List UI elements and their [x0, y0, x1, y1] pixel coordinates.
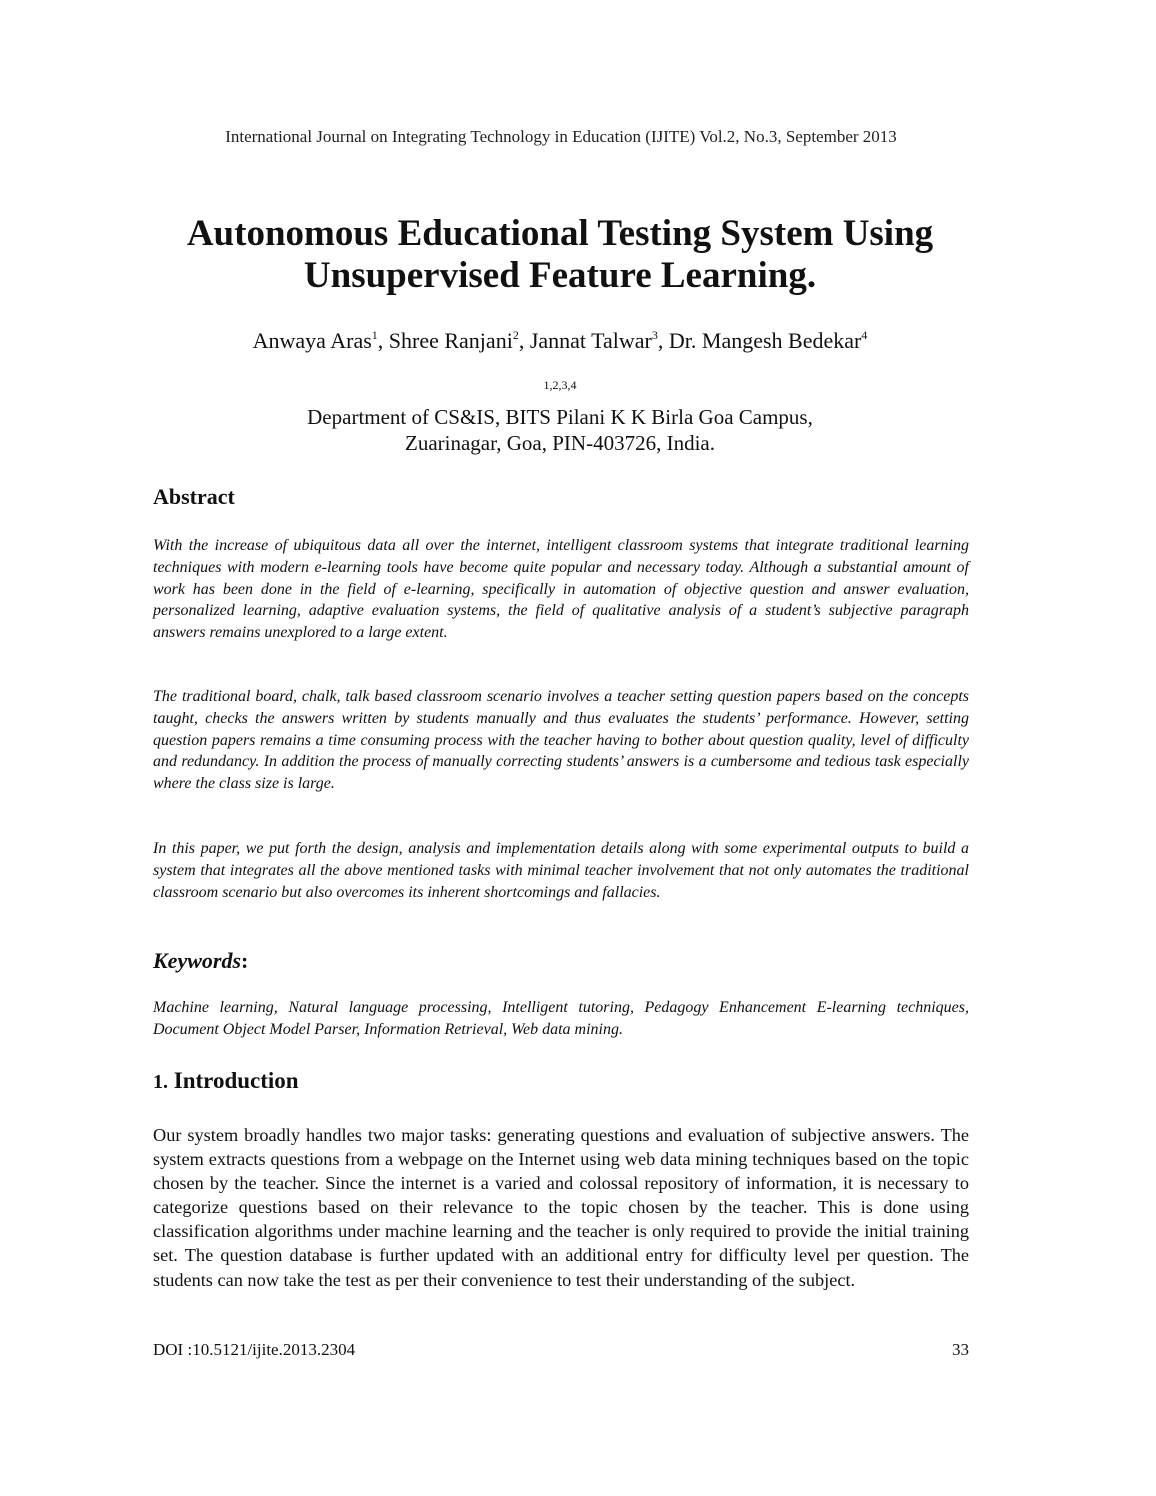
- abstract-heading: Abstract: [153, 484, 235, 509]
- author-list: [100, 328, 1020, 354]
- keywords-heading: [153, 948, 248, 974]
- title-line-2: Unsupervised Feature Learning.: [303, 255, 817, 296]
- author-separator: ,: [657, 328, 669, 353]
- keywords-colon: :: [241, 948, 249, 973]
- keywords-text: Machine learning, Natural language processing, Intelligent tutoring, Pedagogy Enhancement E-learning techniques, Document Object Model Parser, Information Retrieval, Web data mining.: [153, 999, 969, 1038]
- author-affil-mark: 1: [371, 328, 378, 342]
- page-number: 33: [952, 1340, 969, 1359]
- section-number: 1.: [153, 1071, 168, 1093]
- author-separator: ,: [518, 328, 530, 353]
- author-name: Dr. Mangesh Bedekar: [668, 328, 862, 353]
- affiliation-line-2: Zuarinagar, Goa, PIN-403726, India.: [405, 431, 715, 455]
- affiliation-mark: 1,2,3,4: [543, 378, 577, 392]
- abstract-paragraph-1: With the increase of ubiquitous data all over the internet, intelligent classroom systems that integrate traditional learning techniques with modern e-learning tools have become quite popular and necessary today. Although a substantial amount of work has been done in the field of e-learning, specifically in automation of objective question and answer evaluation, personalized learning, adaptive evaluation systems, the field of qualitative analysis of a student’s subjective paragraph answers remains unexplored to a large extent.: [153, 537, 969, 642]
- introduction-paragraph: Our system broadly handles two major tasks: generating questions and evaluation of subjective answers. The system extracts questions from a webpage on the Internet using web data mining techniques based on the topic chosen by the teacher. Since the internet is a varied and colossal repository of information, it is necessary to categorize questions based on their relevance to the topic chosen by the teacher. This is done using classification algorithms under machine learning and the teacher is only required to provide the initial training set. The question database is further updated with an additional entry for difficulty level per question. The students can now take the test as per their convenience to test their understanding of the subject.: [153, 1125, 969, 1290]
- author-affil-mark: 4: [861, 328, 868, 342]
- title-line-1: Autonomous Educational Testing System Using: [186, 213, 934, 254]
- affiliation-line-1: [100, 378, 1020, 430]
- abstract-paragraph-3: In this paper, we put forth the design, analysis and implementation details along with some experimental outputs to build a system that integrates all the above mentioned tasks with minimal teacher involvement that not only automates the traditional classroom scenario but also overcomes its inherent shortcomings and fallacies.: [153, 840, 969, 901]
- section-title: Introduction: [173, 1068, 299, 1093]
- affiliation: [100, 378, 1020, 456]
- author-separator: ,: [377, 328, 389, 353]
- footer-doi: DOI :10.5121/ijite.2013.2304: [153, 1340, 356, 1359]
- author-name: Jannat Talwar: [529, 328, 652, 353]
- running-header: International Journal on Integrating Technology in Education (IJITE) Vol.2, No.3, September 2013: [225, 127, 897, 146]
- abstract-paragraph-2: The traditional board, chalk, talk based classroom scenario involves a teacher setting question papers based on the concepts taught, checks the answers written by students manually and thus evaluates the students’ performance. However, setting question papers remains a time consuming process with the teacher having to bother about question quality, level of difficulty and redundancy. In addition the process of manually correcting students’ answers is a cumbersome and tedious task especially where the class size is large.: [153, 688, 969, 793]
- author-name: Anwaya Aras: [252, 328, 372, 353]
- introduction-heading: [153, 1068, 299, 1094]
- paper-title: [100, 213, 1020, 297]
- author-affil-mark: 2: [512, 328, 519, 342]
- affiliation-text-1: Department of CS&IS, BITS Pilani K K Birla Goa Campus,: [307, 405, 813, 429]
- author-name: Shree Ranjani: [388, 328, 513, 353]
- keywords-label: Keywords: [153, 948, 241, 973]
- author-affil-mark: 3: [651, 328, 658, 342]
